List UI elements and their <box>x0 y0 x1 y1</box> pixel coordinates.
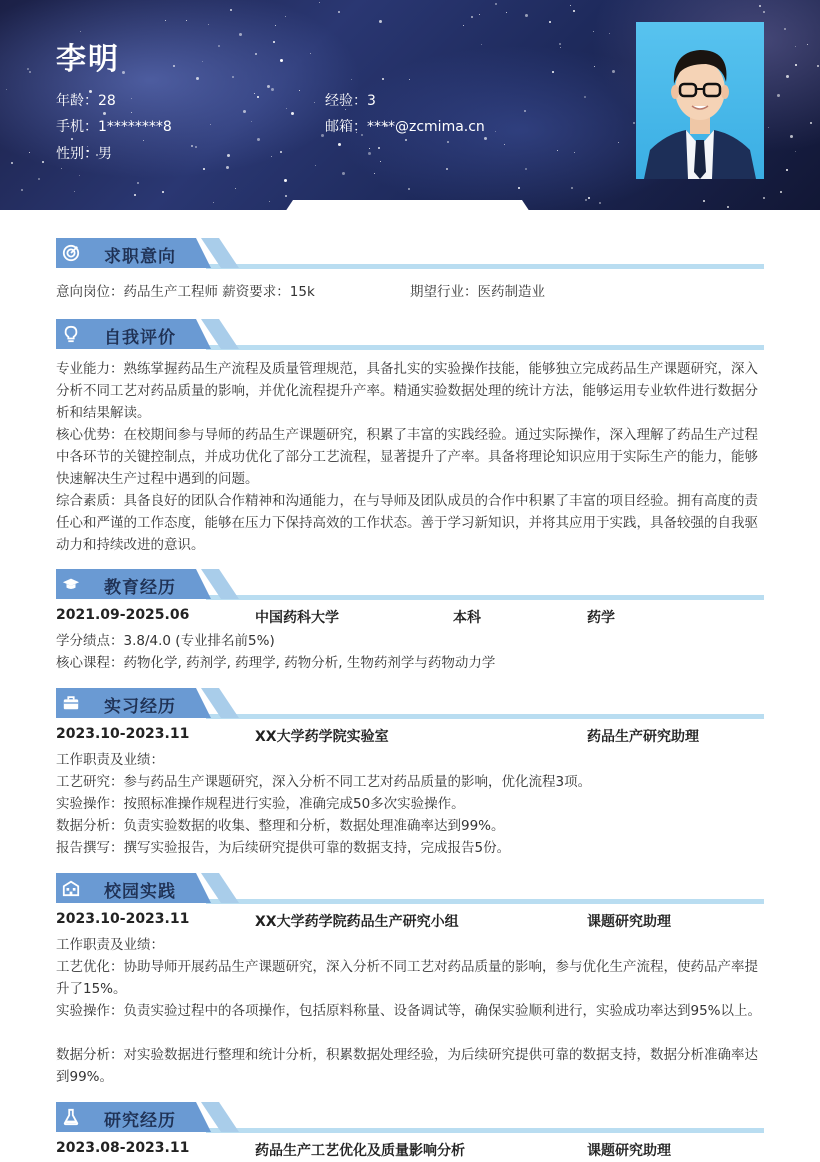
education-degree: 本科 <box>453 610 481 626</box>
star <box>405 139 407 141</box>
star <box>525 168 527 170</box>
star <box>38 178 40 180</box>
star <box>310 53 311 54</box>
star <box>103 112 106 115</box>
star <box>759 5 761 7</box>
star <box>254 93 255 94</box>
campus-duties-heading: 工作职责及业绩： <box>56 937 164 953</box>
star <box>504 144 505 145</box>
star <box>549 21 551 23</box>
star <box>74 191 75 192</box>
section-title: 实习经历 <box>104 697 176 717</box>
star <box>408 188 410 190</box>
star <box>495 3 497 5</box>
star <box>269 201 270 202</box>
star <box>6 89 7 90</box>
section-job-intent-header <box>56 238 764 270</box>
star <box>795 46 796 47</box>
star <box>143 140 144 141</box>
intent-position-salary: 意向岗位：药品生产工程师 薪资要求：15k <box>56 284 315 300</box>
star <box>202 61 203 62</box>
campus-period: 2023.10-2023.11 <box>56 911 190 927</box>
section-self-eval-header <box>56 319 764 351</box>
star <box>479 14 480 15</box>
section-title: 研究经历 <box>104 1111 176 1131</box>
star <box>506 12 507 13</box>
education-row <box>56 607 764 629</box>
star <box>446 168 448 170</box>
star <box>463 25 464 26</box>
star <box>369 148 370 149</box>
star <box>203 168 205 170</box>
star <box>609 33 610 34</box>
star <box>633 122 635 124</box>
internship-row <box>56 726 764 748</box>
star <box>208 24 209 25</box>
star <box>131 98 132 99</box>
star <box>273 41 275 43</box>
star <box>191 145 193 147</box>
campus-org: XX大学药学院药品生产研究小组 <box>255 914 459 930</box>
star <box>786 75 789 78</box>
star <box>284 179 287 182</box>
internship-role: 药品生产研究助理 <box>587 729 699 745</box>
star <box>131 112 132 113</box>
star <box>777 94 780 97</box>
star <box>196 77 199 80</box>
header-notch <box>285 200 530 212</box>
star <box>280 151 282 153</box>
star <box>257 96 259 98</box>
star <box>291 112 294 115</box>
research-topic: 药品生产工艺优化及质量影响分析 <box>255 1143 465 1159</box>
flask-icon <box>62 1108 80 1126</box>
star <box>61 168 62 169</box>
star <box>351 79 352 80</box>
star <box>79 175 80 176</box>
age-field: 年龄：28 <box>56 93 116 109</box>
resume-header <box>0 0 820 210</box>
star <box>817 65 819 67</box>
star <box>319 2 320 3</box>
star <box>588 197 590 199</box>
star <box>235 188 236 189</box>
star <box>122 71 125 74</box>
star <box>321 134 324 137</box>
section-title: 自我评价 <box>104 328 176 348</box>
star <box>210 124 211 125</box>
star <box>338 143 341 146</box>
star <box>267 85 270 88</box>
star <box>593 31 594 32</box>
candidate-name: 李明 <box>56 42 120 77</box>
star <box>574 152 575 153</box>
star <box>255 53 257 55</box>
star <box>251 121 252 122</box>
self-eval-overall-quality: 综合素质：具备良好的团队合作精神和沟通能力，在与导师及团队成员的合作中积累了丰富的项目经验。拥有高度的责任心和严谨的工作态度，能够在压力下保持高效的工作状态。善于学习新知识，并将其应用于实践，具备较强的自我驱动力和持续改进的意识。 <box>56 493 758 553</box>
education-courses: 核心课程：药物化学, 药剂学, 药理学, 药物分析, 生物药剂学与药物动力学 <box>56 655 496 671</box>
education-school: 中国药科大学 <box>255 610 339 626</box>
star <box>271 156 272 157</box>
star <box>29 152 30 153</box>
star <box>618 142 619 143</box>
star <box>342 172 345 175</box>
self-eval-core-strength: 核心优势：在校期间参与导师的药品生产课题研究，积累了丰富的实践经验。通过实际操作，深入理解了药品生产过程中各环节的关键控制点，并成功优化了部分工艺流程，显著提升了产率。具备将理论知识应用于实际生产的能力，能够快速解决生产过程中遇到的问题。 <box>56 427 758 487</box>
avatar <box>636 22 764 179</box>
star <box>243 110 246 113</box>
internship-duty-2: 实验操作：按照标准操作规程进行实验，准确完成50多次实验操作。 <box>56 796 465 812</box>
star <box>495 131 496 132</box>
briefcase-icon <box>62 694 80 712</box>
star <box>42 161 44 163</box>
star <box>447 141 449 143</box>
star <box>524 110 526 112</box>
star <box>790 135 793 138</box>
star <box>257 138 260 141</box>
star <box>584 96 586 98</box>
star <box>810 122 812 124</box>
star <box>173 65 175 67</box>
phone-field: 手机：1********8 <box>56 119 172 135</box>
star <box>382 78 384 80</box>
target-icon <box>62 244 80 262</box>
star <box>232 76 234 78</box>
star <box>226 166 229 169</box>
star <box>557 150 558 151</box>
star <box>786 169 788 171</box>
section-education-header <box>56 569 764 601</box>
star <box>525 14 528 17</box>
star <box>230 9 232 11</box>
star <box>585 199 587 201</box>
star <box>134 194 136 196</box>
star <box>518 187 520 189</box>
internship-duty-3: 数据分析：负责实验数据的收集、整理和分析，数据处理准确率达到99%。 <box>56 818 505 834</box>
section-internship-header <box>56 688 764 720</box>
campus-role: 课题研究助理 <box>587 914 671 930</box>
internship-duties-heading: 工作职责及业绩： <box>56 752 164 768</box>
star <box>165 20 166 21</box>
star <box>378 147 380 149</box>
star <box>559 43 561 45</box>
star <box>571 187 573 189</box>
star <box>727 206 729 208</box>
star <box>80 31 81 32</box>
star <box>484 137 487 140</box>
building-icon <box>62 879 80 897</box>
star <box>21 189 23 191</box>
research-row <box>56 1140 764 1162</box>
star <box>314 102 315 103</box>
section-title: 教育经历 <box>104 578 176 598</box>
email-field: 邮箱：****@zcmima.cn <box>325 119 485 135</box>
star <box>11 162 13 164</box>
star <box>560 47 561 48</box>
campus-duty-2: 实验操作：负责实验过程中的各项操作，包括原料称量、设备调试等，确保实验顺利进行，实验成功率达到95%以上。 <box>56 1003 762 1019</box>
experience-field: 经验：3 <box>325 93 376 109</box>
star <box>374 173 375 174</box>
star <box>763 11 765 13</box>
campus-duty-1: 工艺优化：协助导师开展药品生产课题研究，深入分析不同工艺对药品质量的影响，参与优化生产流程，使药品产率提升了15%。 <box>56 959 758 997</box>
graduation-cap-icon <box>62 575 80 593</box>
section-title: 校园实践 <box>104 882 176 902</box>
star <box>286 108 287 109</box>
star <box>573 10 575 12</box>
star <box>768 127 769 128</box>
campus-duty-3: 数据分析：对实验数据进行整理和统计分析，积累数据处理经验，为后续研究提供可靠的数据支持，数据分析准确率达到99%。 <box>56 1047 758 1085</box>
star <box>275 25 276 26</box>
star <box>481 44 482 45</box>
star <box>380 161 381 162</box>
star <box>299 90 300 91</box>
star <box>570 5 571 6</box>
star <box>195 146 197 148</box>
education-gpa: 学分绩点：3.8/4.0 (专业排名前5%) <box>56 633 275 649</box>
star <box>280 59 283 62</box>
education-period: 2021.09-2025.06 <box>56 607 190 623</box>
star <box>594 66 595 67</box>
star <box>285 195 287 197</box>
star <box>471 16 473 18</box>
star <box>315 165 316 166</box>
education-major: 药学 <box>587 610 615 626</box>
star <box>795 151 796 152</box>
section-title: 求职意向 <box>104 247 176 267</box>
star <box>285 16 286 17</box>
internship-org: XX大学药学院实验室 <box>255 729 389 745</box>
star <box>27 68 29 70</box>
star <box>29 71 31 73</box>
star <box>703 200 705 202</box>
gender-field: 性别：男 <box>56 146 112 162</box>
star <box>552 71 554 73</box>
star <box>780 191 782 193</box>
star <box>807 44 808 45</box>
star <box>239 33 242 36</box>
internship-duty-1: 工艺研究：参与药品生产课题研究，深入分析不同工艺对药品质量的影响，优化流程3项。 <box>56 774 592 790</box>
internship-duty-4: 报告撰写：撰写实验报告，为后续研究提供可靠的数据支持，完成报告5份。 <box>56 840 511 856</box>
intent-industry: 期望行业：医药制造业 <box>410 284 545 300</box>
campus-row <box>56 911 764 933</box>
internship-period: 2023.10-2023.11 <box>56 726 190 742</box>
star <box>379 20 382 23</box>
star <box>795 64 797 66</box>
star <box>186 20 187 21</box>
star <box>162 191 164 193</box>
star <box>137 182 139 184</box>
section-research-header <box>56 1102 764 1134</box>
star <box>338 11 340 13</box>
star <box>227 154 230 157</box>
section-campus-header <box>56 873 764 905</box>
star <box>218 45 220 47</box>
star <box>409 79 410 80</box>
star <box>213 202 214 203</box>
star <box>612 70 615 73</box>
star <box>368 152 371 155</box>
self-eval-professional: 专业能力：熟练掌握药品生产流程及质量管理规范，具备扎实的实验操作技能，能够独立完成药品生产课题研究，深入分析不同工艺对药品质量的影响，并优化流程提升产率。精通实验数据处理的统计方法，能够运用专业软件进行数据分析和结果解读。 <box>56 361 758 421</box>
star <box>71 138 73 140</box>
research-role: 课题研究助理 <box>587 1143 671 1159</box>
star <box>784 28 786 30</box>
star <box>271 88 274 91</box>
star <box>599 202 601 204</box>
lightbulb-icon <box>62 325 80 343</box>
research-period: 2023.08-2023.11 <box>56 1140 190 1156</box>
star <box>763 197 765 199</box>
